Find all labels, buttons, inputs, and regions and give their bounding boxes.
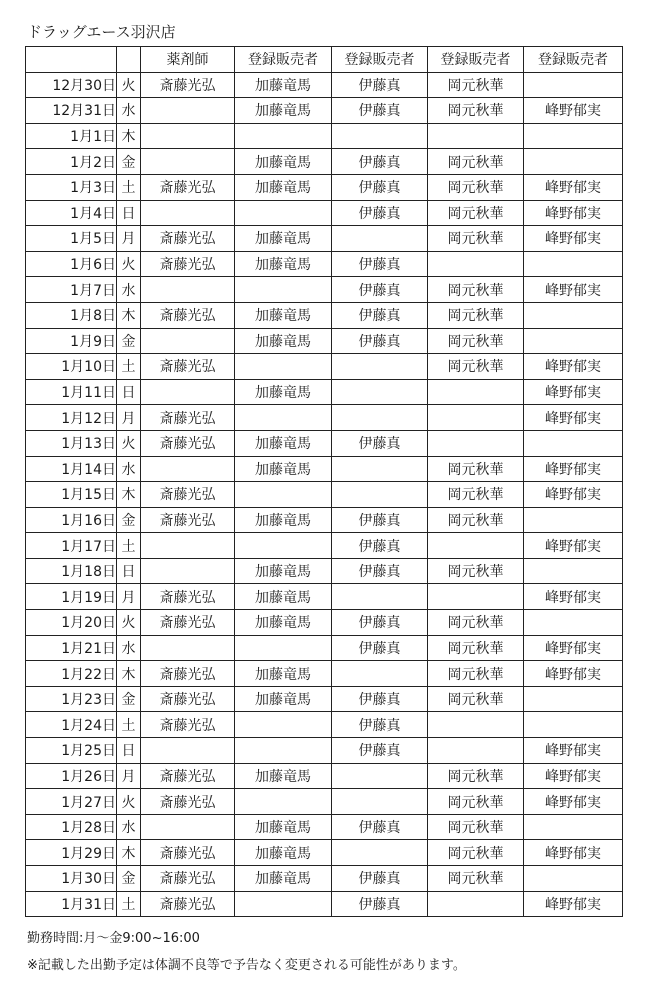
registered-seller-cell: 峰野郁実	[524, 738, 623, 764]
registered-seller-cell: 岡元秋華	[428, 840, 524, 866]
registered-seller-cell: 伊藤真	[332, 430, 428, 456]
date-cell: 1月15日	[26, 482, 117, 508]
registered-seller-cell: 岡元秋華	[428, 610, 524, 636]
registered-seller-cell: 岡元秋華	[428, 686, 524, 712]
day-of-week-cell: 木	[117, 123, 141, 149]
table-row	[26, 328, 623, 354]
table-row	[26, 174, 623, 200]
day-of-week-cell: 月	[117, 405, 141, 431]
registered-seller-cell	[524, 558, 623, 584]
pharmacist-cell: 斎藤光弘	[141, 891, 235, 917]
registered-seller-cell: 加藤竜馬	[235, 98, 332, 124]
table-row	[26, 507, 623, 533]
day-of-week-cell: 土	[117, 712, 141, 738]
registered-seller-cell: 岡元秋華	[428, 866, 524, 892]
pharmacist-cell: 斎藤光弘	[141, 584, 235, 610]
registered-seller-cell: 伊藤真	[332, 174, 428, 200]
registered-seller-cell: 加藤竜馬	[235, 661, 332, 687]
table-row	[26, 72, 623, 98]
registered-seller-cell: 加藤竜馬	[235, 72, 332, 98]
date-cell: 1月18日	[26, 558, 117, 584]
table-row	[26, 738, 623, 764]
registered-seller-cell	[428, 379, 524, 405]
day-of-week-cell: 火	[117, 430, 141, 456]
pharmacist-cell	[141, 558, 235, 584]
registered-seller-cell: 岡元秋華	[428, 200, 524, 226]
registered-seller-cell: 加藤竜馬	[235, 763, 332, 789]
pharmacist-cell: 斎藤光弘	[141, 430, 235, 456]
day-of-week-cell: 日	[117, 379, 141, 405]
date-cell: 1月26日	[26, 763, 117, 789]
registered-seller-cell: 峰野郁実	[524, 482, 623, 508]
registered-seller-cell: 加藤竜馬	[235, 174, 332, 200]
registered-seller-cell	[235, 277, 332, 303]
date-cell: 1月21日	[26, 635, 117, 661]
day-of-week-cell: 土	[117, 533, 141, 559]
pharmacist-cell	[141, 533, 235, 559]
registered-seller-cell: 岡元秋華	[428, 814, 524, 840]
registered-seller-cell	[332, 123, 428, 149]
date-cell: 1月22日	[26, 661, 117, 687]
disclaimer-note: ※記載した出勤予定は体調不良等で予告なく変更される可能性があります。	[27, 958, 466, 973]
day-of-week-cell: 月	[117, 763, 141, 789]
registered-seller-cell: 岡元秋華	[428, 789, 524, 815]
pharmacist-cell	[141, 200, 235, 226]
pharmacist-cell: 斎藤光弘	[141, 866, 235, 892]
registered-seller-cell	[428, 533, 524, 559]
registered-seller-cell: 岡元秋華	[428, 302, 524, 328]
registered-seller-cell	[524, 814, 623, 840]
registered-seller-cell: 加藤竜馬	[235, 251, 332, 277]
registered-seller-cell: 伊藤真	[332, 866, 428, 892]
pharmacist-cell: 斎藤光弘	[141, 763, 235, 789]
registered-seller-cell	[332, 405, 428, 431]
registered-seller-cell: 加藤竜馬	[235, 686, 332, 712]
staff-schedule-table	[25, 46, 623, 917]
date-cell: 1月30日	[26, 866, 117, 892]
table-row	[26, 98, 623, 124]
table-row	[26, 149, 623, 175]
registered-seller-cell	[428, 584, 524, 610]
registered-seller-cell: 岡元秋華	[428, 456, 524, 482]
registered-seller-cell: 峰野郁実	[524, 200, 623, 226]
day-of-week-cell: 火	[117, 251, 141, 277]
pharmacist-cell	[141, 328, 235, 354]
registered-seller-cell: 伊藤真	[332, 533, 428, 559]
registered-seller-cell: 加藤竜馬	[235, 584, 332, 610]
pharmacist-cell	[141, 635, 235, 661]
registered-seller-cell: 峰野郁実	[524, 635, 623, 661]
registered-seller-cell	[235, 482, 332, 508]
registered-seller-cell: 伊藤真	[332, 891, 428, 917]
registered-seller-cell	[235, 533, 332, 559]
registered-seller-cell	[524, 251, 623, 277]
table-row	[26, 482, 623, 508]
registered-seller-cell: 加藤竜馬	[235, 379, 332, 405]
pharmacist-cell: 斎藤光弘	[141, 610, 235, 636]
table-row	[26, 277, 623, 303]
registered-seller-cell	[428, 891, 524, 917]
pharmacist-cell: 斎藤光弘	[141, 661, 235, 687]
day-of-week-cell: 金	[117, 149, 141, 175]
header-date	[26, 47, 117, 73]
registered-seller-cell	[332, 789, 428, 815]
registered-seller-cell	[524, 866, 623, 892]
day-of-week-cell: 火	[117, 72, 141, 98]
date-cell: 1月23日	[26, 686, 117, 712]
day-of-week-cell: 水	[117, 814, 141, 840]
registered-seller-cell	[332, 482, 428, 508]
registered-seller-cell: 伊藤真	[332, 302, 428, 328]
registered-seller-cell: 加藤竜馬	[235, 149, 332, 175]
registered-seller-cell: 伊藤真	[332, 558, 428, 584]
table-row	[26, 456, 623, 482]
pharmacist-cell: 斎藤光弘	[141, 482, 235, 508]
schedule-body	[26, 72, 623, 917]
registered-seller-cell: 岡元秋華	[428, 98, 524, 124]
pharmacist-cell: 斎藤光弘	[141, 174, 235, 200]
registered-seller-cell	[428, 405, 524, 431]
table-row	[26, 533, 623, 559]
registered-seller-cell: 伊藤真	[332, 635, 428, 661]
day-of-week-cell: 土	[117, 174, 141, 200]
registered-seller-cell: 岡元秋華	[428, 635, 524, 661]
header-registered-seller-4: 登録販売者	[524, 47, 623, 73]
registered-seller-cell	[332, 456, 428, 482]
registered-seller-cell: 岡元秋華	[428, 328, 524, 354]
table-row	[26, 840, 623, 866]
day-of-week-cell: 土	[117, 891, 141, 917]
registered-seller-cell: 峰野郁実	[524, 533, 623, 559]
registered-seller-cell	[235, 738, 332, 764]
date-cell: 1月19日	[26, 584, 117, 610]
registered-seller-cell	[332, 379, 428, 405]
registered-seller-cell	[235, 200, 332, 226]
registered-seller-cell	[428, 738, 524, 764]
registered-seller-cell: 加藤竜馬	[235, 814, 332, 840]
pharmacist-cell: 斎藤光弘	[141, 354, 235, 380]
table-row	[26, 635, 623, 661]
registered-seller-cell: 岡元秋華	[428, 661, 524, 687]
table-row	[26, 123, 623, 149]
registered-seller-cell: 峰野郁実	[524, 98, 623, 124]
registered-seller-cell: 峰野郁実	[524, 584, 623, 610]
registered-seller-cell: 峰野郁実	[524, 379, 623, 405]
day-of-week-cell: 木	[117, 482, 141, 508]
registered-seller-cell: 峰野郁実	[524, 226, 623, 252]
table-row	[26, 686, 623, 712]
date-cell: 1月5日	[26, 226, 117, 252]
registered-seller-cell: 峰野郁実	[524, 661, 623, 687]
day-of-week-cell: 土	[117, 354, 141, 380]
table-row	[26, 302, 623, 328]
header-registered-seller-3: 登録販売者	[428, 47, 524, 73]
table-row	[26, 430, 623, 456]
day-of-week-cell: 日	[117, 738, 141, 764]
date-cell: 1月1日	[26, 123, 117, 149]
registered-seller-cell	[428, 430, 524, 456]
date-cell: 1月29日	[26, 840, 117, 866]
date-cell: 1月17日	[26, 533, 117, 559]
date-cell: 1月7日	[26, 277, 117, 303]
registered-seller-cell: 岡元秋華	[428, 763, 524, 789]
pharmacist-cell: 斎藤光弘	[141, 789, 235, 815]
registered-seller-cell	[428, 123, 524, 149]
registered-seller-cell: 加藤竜馬	[235, 302, 332, 328]
pharmacist-cell: 斎藤光弘	[141, 72, 235, 98]
date-cell: 1月14日	[26, 456, 117, 482]
registered-seller-cell: 伊藤真	[332, 610, 428, 636]
registered-seller-cell: 伊藤真	[332, 251, 428, 277]
registered-seller-cell	[332, 354, 428, 380]
registered-seller-cell	[332, 584, 428, 610]
day-of-week-cell: 水	[117, 635, 141, 661]
registered-seller-cell	[332, 840, 428, 866]
working-hours-note: 勤務時間:月～金9:00~16:00	[27, 931, 200, 946]
registered-seller-cell	[332, 226, 428, 252]
day-of-week-cell: 日	[117, 200, 141, 226]
registered-seller-cell: 伊藤真	[332, 149, 428, 175]
registered-seller-cell	[428, 712, 524, 738]
day-of-week-cell: 火	[117, 789, 141, 815]
table-row	[26, 379, 623, 405]
registered-seller-cell: 加藤竜馬	[235, 456, 332, 482]
header-pharmacist: 薬剤師	[141, 47, 235, 73]
registered-seller-cell: 峰野郁実	[524, 789, 623, 815]
registered-seller-cell: 峰野郁実	[524, 891, 623, 917]
registered-seller-cell: 岡元秋華	[428, 354, 524, 380]
registered-seller-cell: 伊藤真	[332, 328, 428, 354]
pharmacist-cell: 斎藤光弘	[141, 226, 235, 252]
date-cell: 1月4日	[26, 200, 117, 226]
date-cell: 1月16日	[26, 507, 117, 533]
date-cell: 1月12日	[26, 405, 117, 431]
registered-seller-cell	[524, 149, 623, 175]
date-cell: 12月31日	[26, 98, 117, 124]
pharmacist-cell: 斎藤光弘	[141, 251, 235, 277]
registered-seller-cell	[235, 635, 332, 661]
table-row	[26, 866, 623, 892]
day-of-week-cell: 水	[117, 98, 141, 124]
registered-seller-cell	[235, 354, 332, 380]
table-row	[26, 712, 623, 738]
table-row	[26, 610, 623, 636]
registered-seller-cell: 峰野郁実	[524, 456, 623, 482]
table-row	[26, 405, 623, 431]
day-of-week-cell: 木	[117, 840, 141, 866]
day-of-week-cell: 金	[117, 328, 141, 354]
registered-seller-cell: 加藤竜馬	[235, 507, 332, 533]
pharmacist-cell: 斎藤光弘	[141, 712, 235, 738]
registered-seller-cell	[524, 123, 623, 149]
table-row	[26, 558, 623, 584]
registered-seller-cell: 峰野郁実	[524, 405, 623, 431]
table-row	[26, 891, 623, 917]
pharmacist-cell	[141, 98, 235, 124]
date-cell: 1月13日	[26, 430, 117, 456]
date-cell: 1月3日	[26, 174, 117, 200]
pharmacist-cell: 斎藤光弘	[141, 302, 235, 328]
table-row	[26, 814, 623, 840]
date-cell: 1月28日	[26, 814, 117, 840]
pharmacist-cell	[141, 277, 235, 303]
pharmacist-cell	[141, 123, 235, 149]
pharmacist-cell	[141, 379, 235, 405]
registered-seller-cell: 伊藤真	[332, 277, 428, 303]
date-cell: 1月24日	[26, 712, 117, 738]
registered-seller-cell	[235, 405, 332, 431]
pharmacist-cell: 斎藤光弘	[141, 686, 235, 712]
header-row	[26, 47, 623, 73]
pharmacist-cell: 斎藤光弘	[141, 507, 235, 533]
day-of-week-cell: 木	[117, 661, 141, 687]
registered-seller-cell: 峰野郁実	[524, 174, 623, 200]
registered-seller-cell: 伊藤真	[332, 686, 428, 712]
registered-seller-cell	[235, 789, 332, 815]
registered-seller-cell: 峰野郁実	[524, 763, 623, 789]
registered-seller-cell: 加藤竜馬	[235, 328, 332, 354]
pharmacist-cell	[141, 456, 235, 482]
registered-seller-cell	[524, 610, 623, 636]
pharmacist-cell	[141, 149, 235, 175]
registered-seller-cell: 岡元秋華	[428, 558, 524, 584]
day-of-week-cell: 金	[117, 866, 141, 892]
date-cell: 1月25日	[26, 738, 117, 764]
day-of-week-cell: 金	[117, 686, 141, 712]
registered-seller-cell: 加藤竜馬	[235, 226, 332, 252]
day-of-week-cell: 木	[117, 302, 141, 328]
registered-seller-cell: 岡元秋華	[428, 482, 524, 508]
registered-seller-cell	[235, 891, 332, 917]
pharmacist-cell	[141, 814, 235, 840]
date-cell: 1月9日	[26, 328, 117, 354]
date-cell: 12月30日	[26, 72, 117, 98]
registered-seller-cell: 伊藤真	[332, 200, 428, 226]
pharmacist-cell	[141, 738, 235, 764]
registered-seller-cell: 岡元秋華	[428, 149, 524, 175]
registered-seller-cell: 加藤竜馬	[235, 610, 332, 636]
store-title: ドラッグエース羽沢店	[27, 23, 176, 41]
registered-seller-cell: 岡元秋華	[428, 226, 524, 252]
date-cell: 1月8日	[26, 302, 117, 328]
registered-seller-cell: 加藤竜馬	[235, 430, 332, 456]
table-row	[26, 789, 623, 815]
registered-seller-cell: 岡元秋華	[428, 174, 524, 200]
registered-seller-cell: 峰野郁実	[524, 277, 623, 303]
registered-seller-cell: 加藤竜馬	[235, 840, 332, 866]
registered-seller-cell: 加藤竜馬	[235, 558, 332, 584]
registered-seller-cell: 伊藤真	[332, 507, 428, 533]
table-row	[26, 251, 623, 277]
registered-seller-cell: 岡元秋華	[428, 507, 524, 533]
day-of-week-cell: 金	[117, 507, 141, 533]
registered-seller-cell	[524, 328, 623, 354]
date-cell: 1月20日	[26, 610, 117, 636]
table-row	[26, 763, 623, 789]
day-of-week-cell: 日	[117, 558, 141, 584]
registered-seller-cell	[235, 123, 332, 149]
registered-seller-cell: 岡元秋華	[428, 277, 524, 303]
table-row	[26, 226, 623, 252]
date-cell: 1月10日	[26, 354, 117, 380]
registered-seller-cell	[235, 712, 332, 738]
registered-seller-cell	[524, 72, 623, 98]
registered-seller-cell: 峰野郁実	[524, 354, 623, 380]
table-row	[26, 584, 623, 610]
day-of-week-cell: 水	[117, 277, 141, 303]
registered-seller-cell	[524, 712, 623, 738]
registered-seller-cell	[524, 430, 623, 456]
header-day-of-week	[117, 47, 141, 73]
registered-seller-cell: 加藤竜馬	[235, 866, 332, 892]
day-of-week-cell: 水	[117, 456, 141, 482]
registered-seller-cell: 伊藤真	[332, 814, 428, 840]
table-row	[26, 661, 623, 687]
registered-seller-cell: 伊藤真	[332, 738, 428, 764]
table-row	[26, 354, 623, 380]
date-cell: 1月27日	[26, 789, 117, 815]
registered-seller-cell	[428, 251, 524, 277]
header-registered-seller-1: 登録販売者	[235, 47, 332, 73]
date-cell: 1月31日	[26, 891, 117, 917]
registered-seller-cell: 伊藤真	[332, 98, 428, 124]
table-row	[26, 200, 623, 226]
day-of-week-cell: 火	[117, 610, 141, 636]
date-cell: 1月2日	[26, 149, 117, 175]
date-cell: 1月11日	[26, 379, 117, 405]
header-registered-seller-2: 登録販売者	[332, 47, 428, 73]
registered-seller-cell	[332, 763, 428, 789]
registered-seller-cell: 峰野郁実	[524, 840, 623, 866]
registered-seller-cell	[524, 302, 623, 328]
date-cell: 1月6日	[26, 251, 117, 277]
day-of-week-cell: 月	[117, 226, 141, 252]
registered-seller-cell: 伊藤真	[332, 72, 428, 98]
pharmacist-cell: 斎藤光弘	[141, 840, 235, 866]
day-of-week-cell: 月	[117, 584, 141, 610]
registered-seller-cell: 伊藤真	[332, 712, 428, 738]
registered-seller-cell: 岡元秋華	[428, 72, 524, 98]
registered-seller-cell	[524, 507, 623, 533]
registered-seller-cell	[524, 686, 623, 712]
registered-seller-cell	[332, 661, 428, 687]
pharmacist-cell: 斎藤光弘	[141, 405, 235, 431]
